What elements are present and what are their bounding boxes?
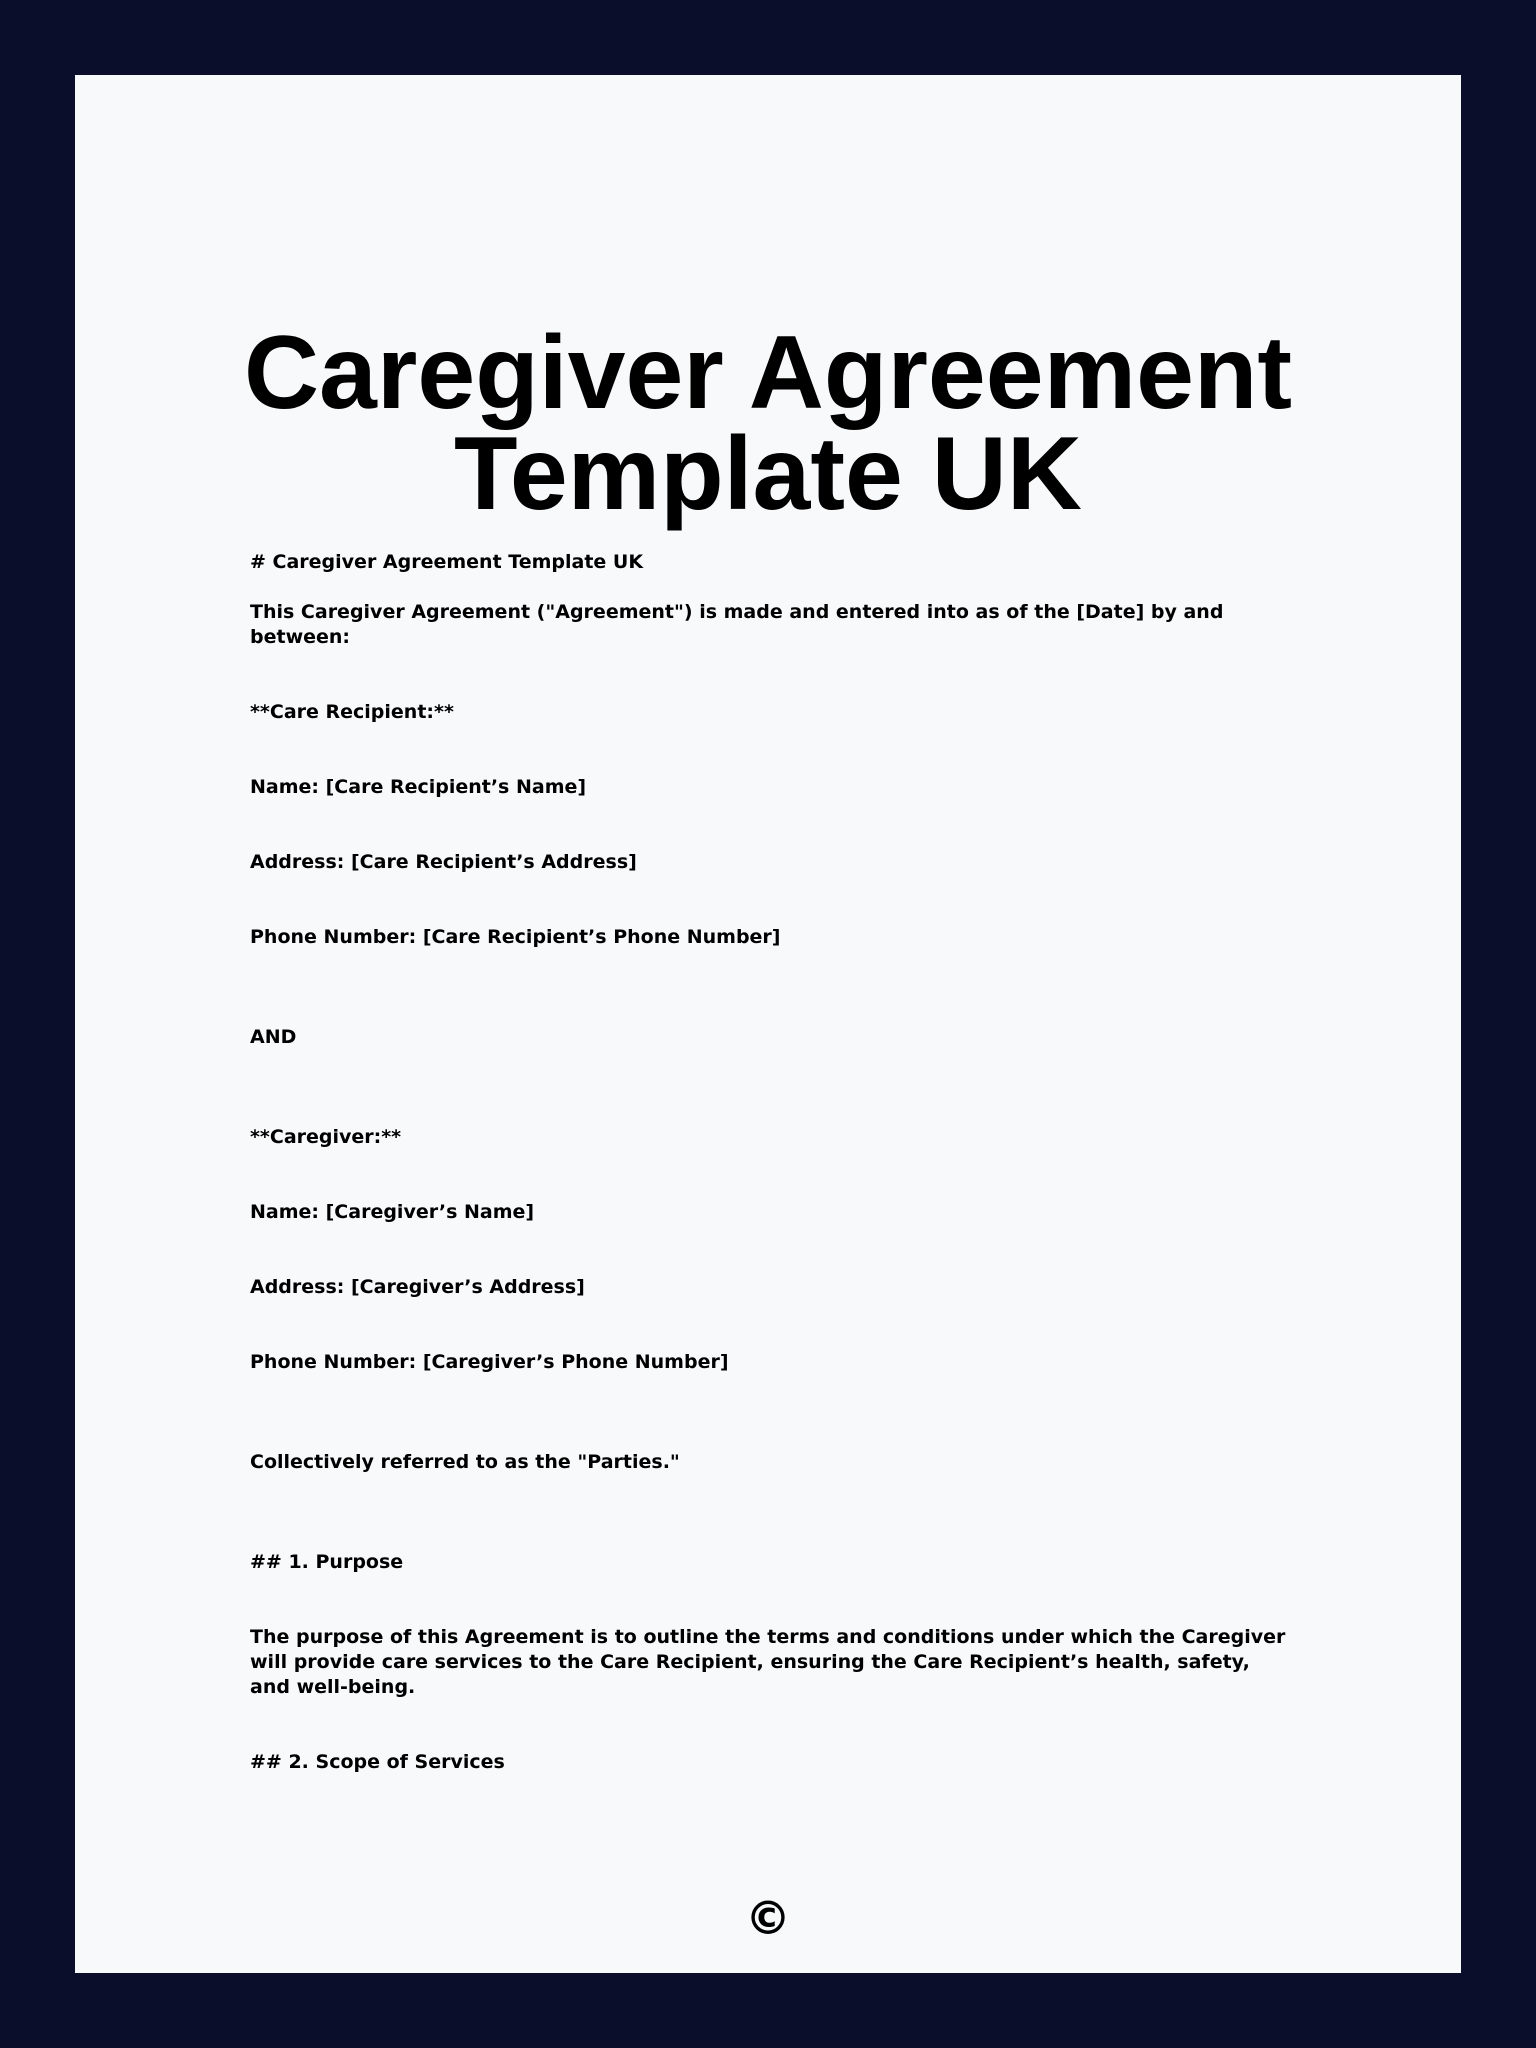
section-purpose-heading: ## 1. Purpose xyxy=(250,1551,404,1573)
care-recipient-address: Address: [Care Recipient’s Address] xyxy=(250,851,637,873)
document-title xyxy=(75,315,1461,532)
copyright-icon: © xyxy=(745,1891,791,1945)
document-title-line-1: Caregiver Agreement xyxy=(243,315,1293,431)
care-recipient-phone: Phone Number: [Care Recipient’s Phone Number] xyxy=(250,926,781,948)
markdown-heading: # Caregiver Agreement Template UK xyxy=(250,551,644,573)
and-separator: AND xyxy=(250,1026,297,1048)
caregiver-name: Name: [Caregiver’s Name] xyxy=(250,1201,535,1223)
purpose-paragraph: The purpose of this Agreement is to outline the terms and conditions under which the Caregiver will provide care services to the Care Recipient, ensuring the Care Recipient’s health, safety, and well-being. xyxy=(250,1626,1286,1698)
parties-statement: Collectively referred to as the "Parties." xyxy=(250,1451,680,1473)
caregiver-phone: Phone Number: [Caregiver’s Phone Number] xyxy=(250,1351,729,1373)
section-scope-heading: ## 2. Scope of Services xyxy=(250,1751,505,1773)
caregiver-heading: **Caregiver:** xyxy=(250,1126,402,1148)
caregiver-address: Address: [Caregiver’s Address] xyxy=(250,1276,585,1298)
care-recipient-heading: **Care Recipient:** xyxy=(250,701,454,723)
agreement-intro: This Caregiver Agreement ("Agreement") is made and entered into as of the [Date] by and between: xyxy=(250,601,1224,648)
document-page xyxy=(75,75,1461,1973)
document-title-line-2: Template UK xyxy=(454,416,1082,532)
care-recipient-name: Name: [Care Recipient’s Name] xyxy=(250,776,587,798)
